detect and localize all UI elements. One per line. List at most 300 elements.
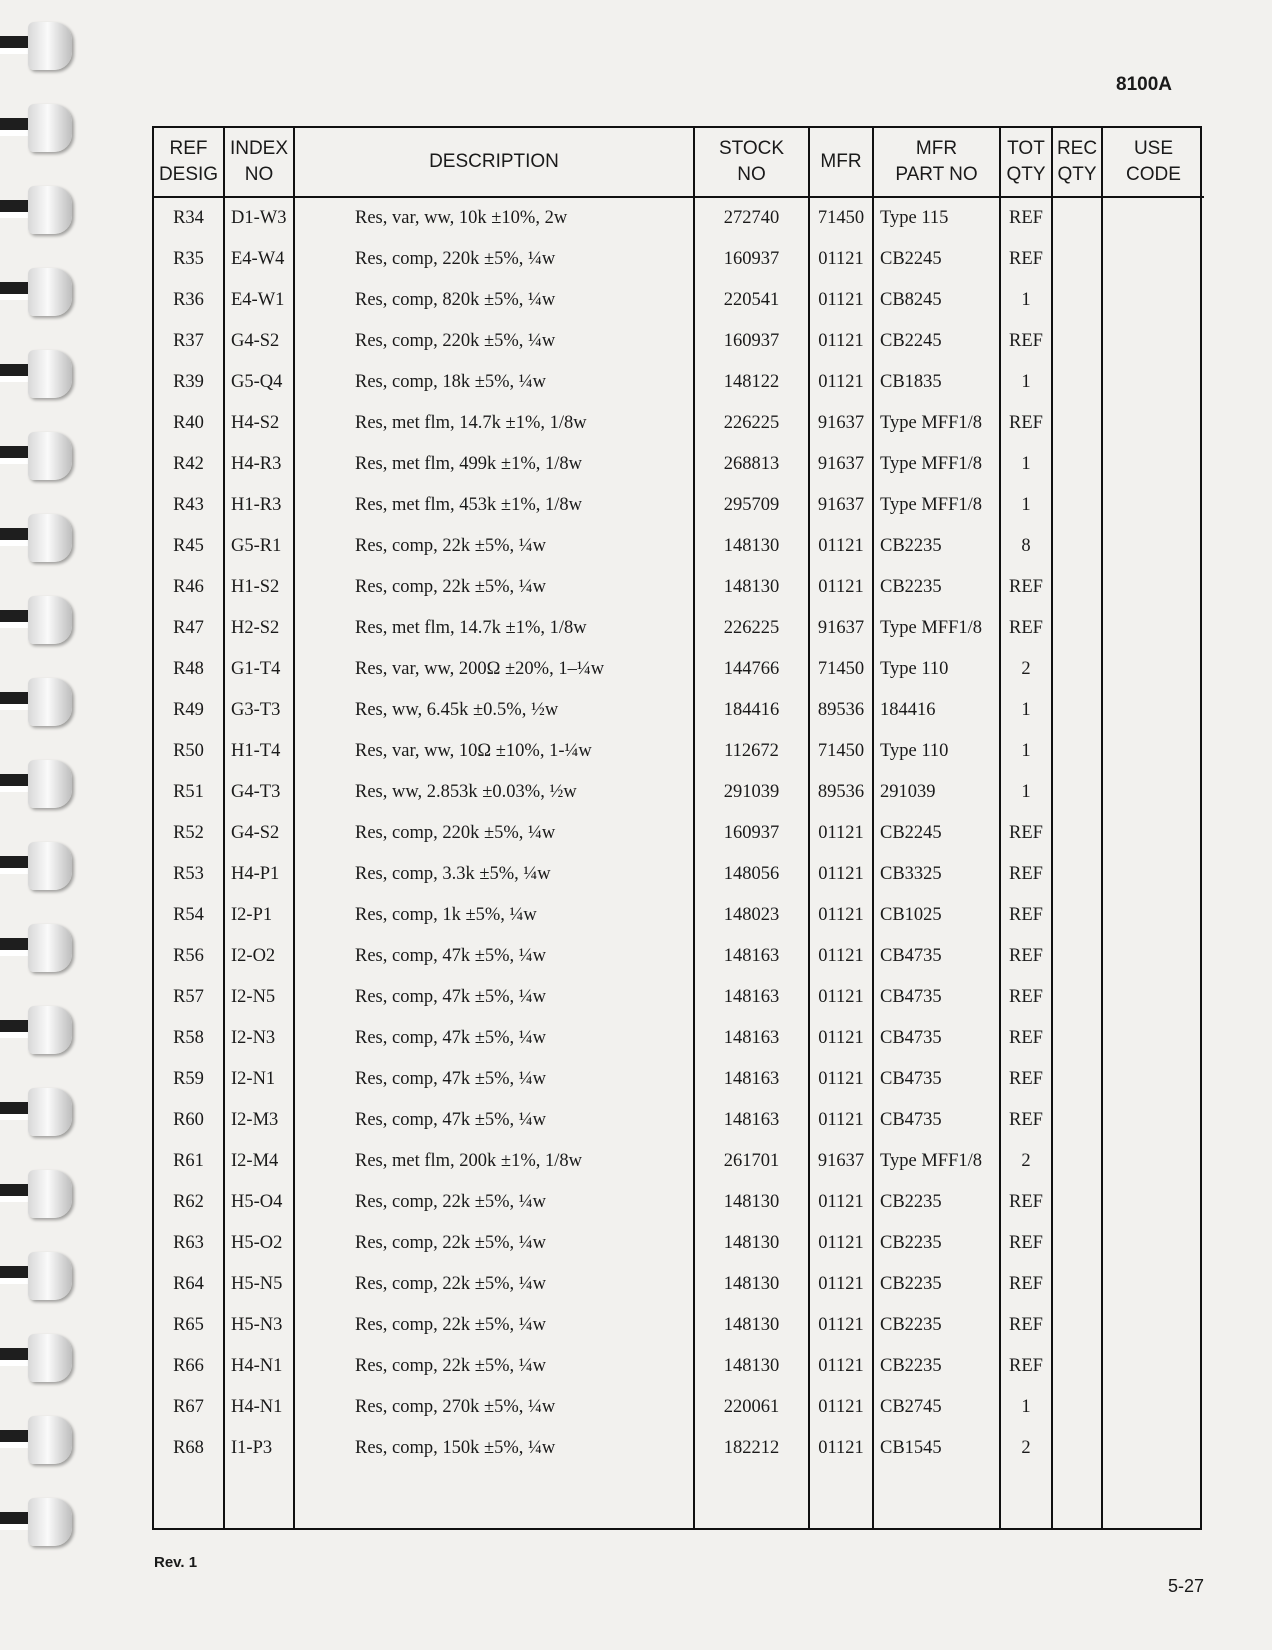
cell-index-no: H4-N1 — [224, 1387, 294, 1428]
cell-index-no: G5-Q4 — [224, 362, 294, 403]
cell-tot-qty: 8 — [1000, 526, 1052, 567]
cell-mfr-part-no: CB4735 — [873, 977, 1000, 1018]
cell-stock-no: 148163 — [694, 1100, 809, 1141]
cell-description: Res, comp, 22k ±5%, ¼w — [294, 567, 694, 608]
header-use-code: USE CODE — [1102, 128, 1204, 197]
cell-mfr: 01121 — [809, 1346, 873, 1387]
cell-index-no: I2-N3 — [224, 1018, 294, 1059]
cell-rec-qty — [1052, 608, 1102, 649]
cell-mfr-part-no: Type MFF1/8 — [873, 608, 1000, 649]
cell-mfr: 89536 — [809, 772, 873, 813]
cell-ref-desig: R68 — [173, 1438, 204, 1458]
cell-mfr: 01121 — [809, 854, 873, 895]
filler-cell — [154, 1469, 224, 1528]
cell-index-no: I2-P1 — [224, 895, 294, 936]
cell-tot-qty: REF — [1000, 936, 1052, 977]
cell-description: Res, comp, 820k ±5%, ¼w — [294, 280, 694, 321]
table-row — [154, 1346, 1204, 1387]
binding-ring — [0, 348, 74, 400]
cell-rec-qty — [1052, 567, 1102, 608]
cell-use-code — [1102, 526, 1204, 567]
table-row — [154, 772, 1204, 813]
cell-index-no: H4-P1 — [224, 854, 294, 895]
cell-use-code — [1102, 1100, 1204, 1141]
cell-tot-qty: 2 — [1000, 1141, 1052, 1182]
cell-tot-qty: 2 — [1000, 1428, 1052, 1469]
table-row — [154, 197, 1204, 239]
cell-use-code — [1102, 1346, 1204, 1387]
cell-use-code — [1102, 444, 1204, 485]
cell-mfr: 89536 — [809, 690, 873, 731]
cell-mfr-part-no: Type MFF1/8 — [873, 403, 1000, 444]
cell-rec-qty — [1052, 526, 1102, 567]
cell-mfr: 71450 — [809, 731, 873, 772]
header-ref-desig: REF DESIG — [154, 128, 224, 197]
cell-stock-no: 184416 — [694, 690, 809, 731]
filler-cell — [1102, 1469, 1204, 1528]
cell-stock-no: 148130 — [694, 1223, 809, 1264]
cell-ref-desig: R48 — [173, 659, 204, 679]
cell-mfr: 01121 — [809, 1059, 873, 1100]
cell-rec-qty — [1052, 649, 1102, 690]
cell-ref-desig: R57 — [173, 987, 204, 1007]
cell-rec-qty — [1052, 690, 1102, 731]
cell-use-code — [1102, 1387, 1204, 1428]
cell-use-code — [1102, 690, 1204, 731]
cell-index-no: H1-R3 — [224, 485, 294, 526]
cell-index-no: I2-N5 — [224, 977, 294, 1018]
cell-description: Res, ww, 6.45k ±0.5%, ½w — [294, 690, 694, 731]
cell-description: Res, comp, 220k ±5%, ¼w — [294, 813, 694, 854]
cell-tot-qty: REF — [1000, 854, 1052, 895]
parts-list-table — [152, 126, 1202, 1530]
cell-ref-desig: R52 — [173, 823, 204, 843]
cell-ref-desig: R51 — [173, 782, 204, 802]
cell-mfr-part-no: CB1545 — [873, 1428, 1000, 1469]
cell-rec-qty — [1052, 1387, 1102, 1428]
cell-ref-desig: R46 — [173, 577, 204, 597]
cell-mfr: 01121 — [809, 1182, 873, 1223]
cell-tot-qty: REF — [1000, 1182, 1052, 1223]
cell-stock-no: 226225 — [694, 403, 809, 444]
binding-ring — [0, 1250, 74, 1302]
cell-mfr: 01121 — [809, 1264, 873, 1305]
cell-ref-desig: R36 — [173, 290, 204, 310]
cell-stock-no: 220061 — [694, 1387, 809, 1428]
cell-tot-qty: REF — [1000, 1059, 1052, 1100]
cell-use-code — [1102, 1059, 1204, 1100]
table-row — [154, 1141, 1204, 1182]
cell-tot-qty: REF — [1000, 239, 1052, 280]
cell-mfr-part-no: CB4735 — [873, 1100, 1000, 1141]
cell-mfr-part-no: CB1025 — [873, 895, 1000, 936]
cell-tot-qty: 1 — [1000, 731, 1052, 772]
cell-index-no: H4-N1 — [224, 1346, 294, 1387]
cell-stock-no: 160937 — [694, 813, 809, 854]
cell-ref-desig: R67 — [173, 1397, 204, 1417]
cell-mfr: 91637 — [809, 444, 873, 485]
cell-use-code — [1102, 280, 1204, 321]
cell-mfr: 01121 — [809, 813, 873, 854]
cell-tot-qty: REF — [1000, 1100, 1052, 1141]
cell-mfr: 01121 — [809, 1223, 873, 1264]
cell-description: Res, var, ww, 10k ±10%, 2w — [294, 197, 694, 239]
cell-stock-no: 148130 — [694, 1264, 809, 1305]
cell-mfr-part-no: CB4735 — [873, 1018, 1000, 1059]
cell-rec-qty — [1052, 936, 1102, 977]
cell-index-no: I1-P3 — [224, 1428, 294, 1469]
cell-stock-no: 160937 — [694, 239, 809, 280]
cell-tot-qty: REF — [1000, 197, 1052, 239]
cell-rec-qty — [1052, 977, 1102, 1018]
cell-description: Res, comp, 270k ±5%, ¼w — [294, 1387, 694, 1428]
cell-mfr: 01121 — [809, 362, 873, 403]
cell-rec-qty — [1052, 403, 1102, 444]
cell-tot-qty: 1 — [1000, 280, 1052, 321]
table-row — [154, 1387, 1204, 1428]
table-row — [154, 690, 1204, 731]
filler-cell — [1000, 1469, 1052, 1528]
cell-mfr: 91637 — [809, 1141, 873, 1182]
cell-rec-qty — [1052, 1428, 1102, 1469]
document-id: 8100A — [1116, 74, 1172, 95]
cell-ref-desig: R56 — [173, 946, 204, 966]
cell-mfr: 91637 — [809, 608, 873, 649]
cell-mfr-part-no: 291039 — [873, 772, 1000, 813]
cell-mfr: 01121 — [809, 895, 873, 936]
cell-rec-qty — [1052, 772, 1102, 813]
cell-stock-no: 148130 — [694, 1346, 809, 1387]
cell-description: Res, comp, 22k ±5%, ¼w — [294, 1346, 694, 1387]
cell-description: Res, met flm, 453k ±1%, 1/8w — [294, 485, 694, 526]
cell-description: Res, comp, 22k ±5%, ¼w — [294, 1223, 694, 1264]
cell-tot-qty: REF — [1000, 403, 1052, 444]
cell-tot-qty: REF — [1000, 895, 1052, 936]
cell-description: Res, comp, 1k ±5%, ¼w — [294, 895, 694, 936]
table-row — [154, 362, 1204, 403]
table-row — [154, 1182, 1204, 1223]
table-row — [154, 403, 1204, 444]
cell-mfr: 01121 — [809, 280, 873, 321]
cell-tot-qty: 1 — [1000, 690, 1052, 731]
cell-rec-qty — [1052, 854, 1102, 895]
cell-description: Res, var, ww, 10Ω ±10%, 1-¼w — [294, 731, 694, 772]
cell-tot-qty: 1 — [1000, 1387, 1052, 1428]
cell-description: Res, comp, 3.3k ±5%, ¼w — [294, 854, 694, 895]
cell-description: Res, ww, 2.853k ±0.03%, ½w — [294, 772, 694, 813]
cell-ref-desig: R63 — [173, 1233, 204, 1253]
cell-rec-qty — [1052, 813, 1102, 854]
cell-index-no: H4-S2 — [224, 403, 294, 444]
cell-use-code — [1102, 362, 1204, 403]
cell-description: Res, comp, 47k ±5%, ¼w — [294, 1100, 694, 1141]
cell-index-no: I2-O2 — [224, 936, 294, 977]
page-number: 5-27 — [1167, 1576, 1204, 1596]
cell-mfr: 91637 — [809, 485, 873, 526]
cell-stock-no: 268813 — [694, 444, 809, 485]
table-row — [154, 239, 1204, 280]
cell-stock-no: 148056 — [694, 854, 809, 895]
binding-ring — [0, 1086, 74, 1138]
cell-use-code — [1102, 239, 1204, 280]
binding-ring — [0, 1004, 74, 1056]
table-row — [154, 444, 1204, 485]
cell-mfr-part-no: CB2235 — [873, 567, 1000, 608]
cell-index-no: H4-R3 — [224, 444, 294, 485]
cell-use-code — [1102, 1223, 1204, 1264]
cell-index-no: G4-T3 — [224, 772, 294, 813]
cell-stock-no: 148130 — [694, 526, 809, 567]
header-stock-no: STOCK NO — [694, 128, 809, 197]
cell-tot-qty: 1 — [1000, 444, 1052, 485]
cell-mfr-part-no: CB2235 — [873, 1223, 1000, 1264]
cell-ref-desig: R64 — [173, 1274, 204, 1294]
cell-rec-qty — [1052, 1059, 1102, 1100]
cell-use-code — [1102, 1428, 1204, 1469]
table-row — [154, 895, 1204, 936]
binding-ring — [0, 840, 74, 892]
cell-tot-qty: REF — [1000, 977, 1052, 1018]
table-filler-row — [154, 1469, 1204, 1528]
table-header-row — [154, 128, 1204, 197]
cell-rec-qty — [1052, 1100, 1102, 1141]
cell-rec-qty — [1052, 362, 1102, 403]
cell-description: Res, comp, 47k ±5%, ¼w — [294, 1059, 694, 1100]
cell-stock-no: 148130 — [694, 1182, 809, 1223]
filler-cell — [694, 1469, 809, 1528]
cell-tot-qty: REF — [1000, 321, 1052, 362]
table-row — [154, 1428, 1204, 1469]
cell-mfr-part-no: CB2745 — [873, 1387, 1000, 1428]
cell-tot-qty: REF — [1000, 813, 1052, 854]
cell-ref-desig: R65 — [173, 1315, 204, 1335]
cell-ref-desig: R47 — [173, 618, 204, 638]
binding-ring — [0, 1414, 74, 1466]
table-row — [154, 977, 1204, 1018]
cell-index-no: G4-S2 — [224, 321, 294, 362]
cell-use-code — [1102, 321, 1204, 362]
cell-rec-qty — [1052, 895, 1102, 936]
cell-ref-desig: R37 — [173, 331, 204, 351]
filler-cell — [224, 1469, 294, 1528]
cell-ref-desig: R60 — [173, 1110, 204, 1130]
cell-stock-no: 226225 — [694, 608, 809, 649]
cell-description: Res, comp, 150k ±5%, ¼w — [294, 1428, 694, 1469]
header-tot-qty: TOT QTY — [1000, 128, 1052, 197]
cell-tot-qty: REF — [1000, 1346, 1052, 1387]
cell-rec-qty — [1052, 321, 1102, 362]
cell-use-code — [1102, 1141, 1204, 1182]
cell-ref-desig: R66 — [173, 1356, 204, 1376]
cell-ref-desig: R59 — [173, 1069, 204, 1089]
cell-use-code — [1102, 1264, 1204, 1305]
cell-mfr-part-no: CB1835 — [873, 362, 1000, 403]
cell-mfr-part-no: CB2235 — [873, 1346, 1000, 1387]
cell-tot-qty: REF — [1000, 1018, 1052, 1059]
cell-tot-qty: REF — [1000, 567, 1052, 608]
header-mfr: MFR — [809, 128, 873, 197]
cell-mfr: 01121 — [809, 1100, 873, 1141]
cell-mfr-part-no: CB2235 — [873, 1305, 1000, 1346]
cell-stock-no: 182212 — [694, 1428, 809, 1469]
binding-ring — [0, 1332, 74, 1384]
cell-mfr-part-no: Type 110 — [873, 731, 1000, 772]
cell-mfr-part-no: CB3325 — [873, 854, 1000, 895]
cell-mfr-part-no: Type 115 — [873, 197, 1000, 239]
cell-index-no: H5-N3 — [224, 1305, 294, 1346]
cell-stock-no: 272740 — [694, 197, 809, 239]
cell-mfr: 01121 — [809, 936, 873, 977]
cell-rec-qty — [1052, 1141, 1102, 1182]
table-row — [154, 1305, 1204, 1346]
cell-mfr: 01121 — [809, 1387, 873, 1428]
table-row — [154, 485, 1204, 526]
binding-ring — [0, 266, 74, 318]
cell-index-no: D1-W3 — [224, 197, 294, 239]
binding-ring — [0, 512, 74, 564]
filler-cell — [1052, 1469, 1102, 1528]
binding-ring — [0, 20, 74, 72]
table-row — [154, 649, 1204, 690]
cell-index-no: I2-M3 — [224, 1100, 294, 1141]
cell-use-code — [1102, 772, 1204, 813]
cell-mfr: 01121 — [809, 1428, 873, 1469]
header-mfr-part-no: MFR PART NO — [873, 128, 1000, 197]
table-row — [154, 608, 1204, 649]
cell-description: Res, comp, 47k ±5%, ¼w — [294, 1018, 694, 1059]
cell-use-code — [1102, 1305, 1204, 1346]
cell-index-no: I2-M4 — [224, 1141, 294, 1182]
cell-mfr-part-no: CB2235 — [873, 1264, 1000, 1305]
cell-use-code — [1102, 485, 1204, 526]
cell-description: Res, met flm, 14.7k ±1%, 1/8w — [294, 403, 694, 444]
cell-ref-desig: R61 — [173, 1151, 204, 1171]
cell-mfr-part-no: Type MFF1/8 — [873, 485, 1000, 526]
cell-use-code — [1102, 403, 1204, 444]
cell-ref-desig: R39 — [173, 372, 204, 392]
table-row — [154, 280, 1204, 321]
cell-rec-qty — [1052, 239, 1102, 280]
cell-index-no: H1-T4 — [224, 731, 294, 772]
cell-description: Res, comp, 22k ±5%, ¼w — [294, 1182, 694, 1223]
cell-stock-no: 160937 — [694, 321, 809, 362]
cell-stock-no: 148163 — [694, 1018, 809, 1059]
cell-mfr-part-no: CB2235 — [873, 1182, 1000, 1223]
cell-mfr: 91637 — [809, 403, 873, 444]
cell-stock-no: 148130 — [694, 567, 809, 608]
cell-tot-qty: 1 — [1000, 772, 1052, 813]
cell-tot-qty: 1 — [1000, 485, 1052, 526]
cell-ref-desig: R40 — [173, 413, 204, 433]
cell-mfr-part-no: CB4735 — [873, 1059, 1000, 1100]
filler-cell — [294, 1469, 694, 1528]
table-row — [154, 854, 1204, 895]
cell-use-code — [1102, 1182, 1204, 1223]
cell-stock-no: 148163 — [694, 977, 809, 1018]
table-row — [154, 813, 1204, 854]
cell-stock-no: 112672 — [694, 731, 809, 772]
cell-rec-qty — [1052, 731, 1102, 772]
cell-index-no: E4-W1 — [224, 280, 294, 321]
cell-stock-no: 148122 — [694, 362, 809, 403]
cell-description: Res, met flm, 14.7k ±1%, 1/8w — [294, 608, 694, 649]
cell-rec-qty — [1052, 1182, 1102, 1223]
cell-use-code — [1102, 1018, 1204, 1059]
cell-stock-no: 220541 — [694, 280, 809, 321]
table-row — [154, 321, 1204, 362]
cell-rec-qty — [1052, 1264, 1102, 1305]
cell-ref-desig: R35 — [173, 249, 204, 269]
cell-stock-no: 261701 — [694, 1141, 809, 1182]
table-row — [154, 1018, 1204, 1059]
cell-description: Res, comp, 47k ±5%, ¼w — [294, 936, 694, 977]
cell-index-no: G3-T3 — [224, 690, 294, 731]
cell-index-no: G5-R1 — [224, 526, 294, 567]
cell-ref-desig: R42 — [173, 454, 204, 474]
cell-rec-qty — [1052, 1346, 1102, 1387]
table-row — [154, 1223, 1204, 1264]
cell-index-no: H2-S2 — [224, 608, 294, 649]
cell-description: Res, comp, 47k ±5%, ¼w — [294, 977, 694, 1018]
cell-ref-desig: R43 — [173, 495, 204, 515]
cell-index-no: H5-O4 — [224, 1182, 294, 1223]
cell-tot-qty: 1 — [1000, 362, 1052, 403]
cell-mfr: 01121 — [809, 321, 873, 362]
cell-mfr-part-no: Type MFF1/8 — [873, 444, 1000, 485]
cell-use-code — [1102, 649, 1204, 690]
table-row — [154, 1059, 1204, 1100]
cell-stock-no: 148023 — [694, 895, 809, 936]
cell-rec-qty — [1052, 444, 1102, 485]
cell-mfr-part-no: CB2245 — [873, 239, 1000, 280]
table-row — [154, 936, 1204, 977]
header-index-no: INDEX NO — [224, 128, 294, 197]
cell-use-code — [1102, 895, 1204, 936]
cell-use-code — [1102, 197, 1204, 239]
cell-description: Res, comp, 18k ±5%, ¼w — [294, 362, 694, 403]
binding-ring — [0, 922, 74, 974]
cell-mfr-part-no: CB8245 — [873, 280, 1000, 321]
cell-stock-no: 291039 — [694, 772, 809, 813]
cell-description: Res, met flm, 499k ±1%, 1/8w — [294, 444, 694, 485]
binding-ring — [0, 1496, 74, 1548]
cell-ref-desig: R54 — [173, 905, 204, 925]
cell-rec-qty — [1052, 1305, 1102, 1346]
cell-description: Res, comp, 220k ±5%, ¼w — [294, 239, 694, 280]
cell-mfr-part-no: CB2245 — [873, 321, 1000, 362]
cell-index-no: E4-W4 — [224, 239, 294, 280]
binding-ring — [0, 430, 74, 482]
binding-ring — [0, 102, 74, 154]
cell-rec-qty — [1052, 1223, 1102, 1264]
table-row — [154, 526, 1204, 567]
cell-rec-qty — [1052, 197, 1102, 239]
cell-mfr: 01121 — [809, 1018, 873, 1059]
cell-ref-desig: R34 — [173, 208, 204, 228]
binding-ring — [0, 594, 74, 646]
cell-stock-no: 148163 — [694, 1059, 809, 1100]
table-row — [154, 1100, 1204, 1141]
cell-use-code — [1102, 854, 1204, 895]
cell-stock-no: 295709 — [694, 485, 809, 526]
binding-ring — [0, 758, 74, 810]
cell-mfr: 71450 — [809, 197, 873, 239]
cell-rec-qty — [1052, 280, 1102, 321]
cell-stock-no: 148163 — [694, 936, 809, 977]
cell-mfr: 01121 — [809, 1305, 873, 1346]
filler-cell — [809, 1469, 873, 1528]
cell-ref-desig: R45 — [173, 536, 204, 556]
